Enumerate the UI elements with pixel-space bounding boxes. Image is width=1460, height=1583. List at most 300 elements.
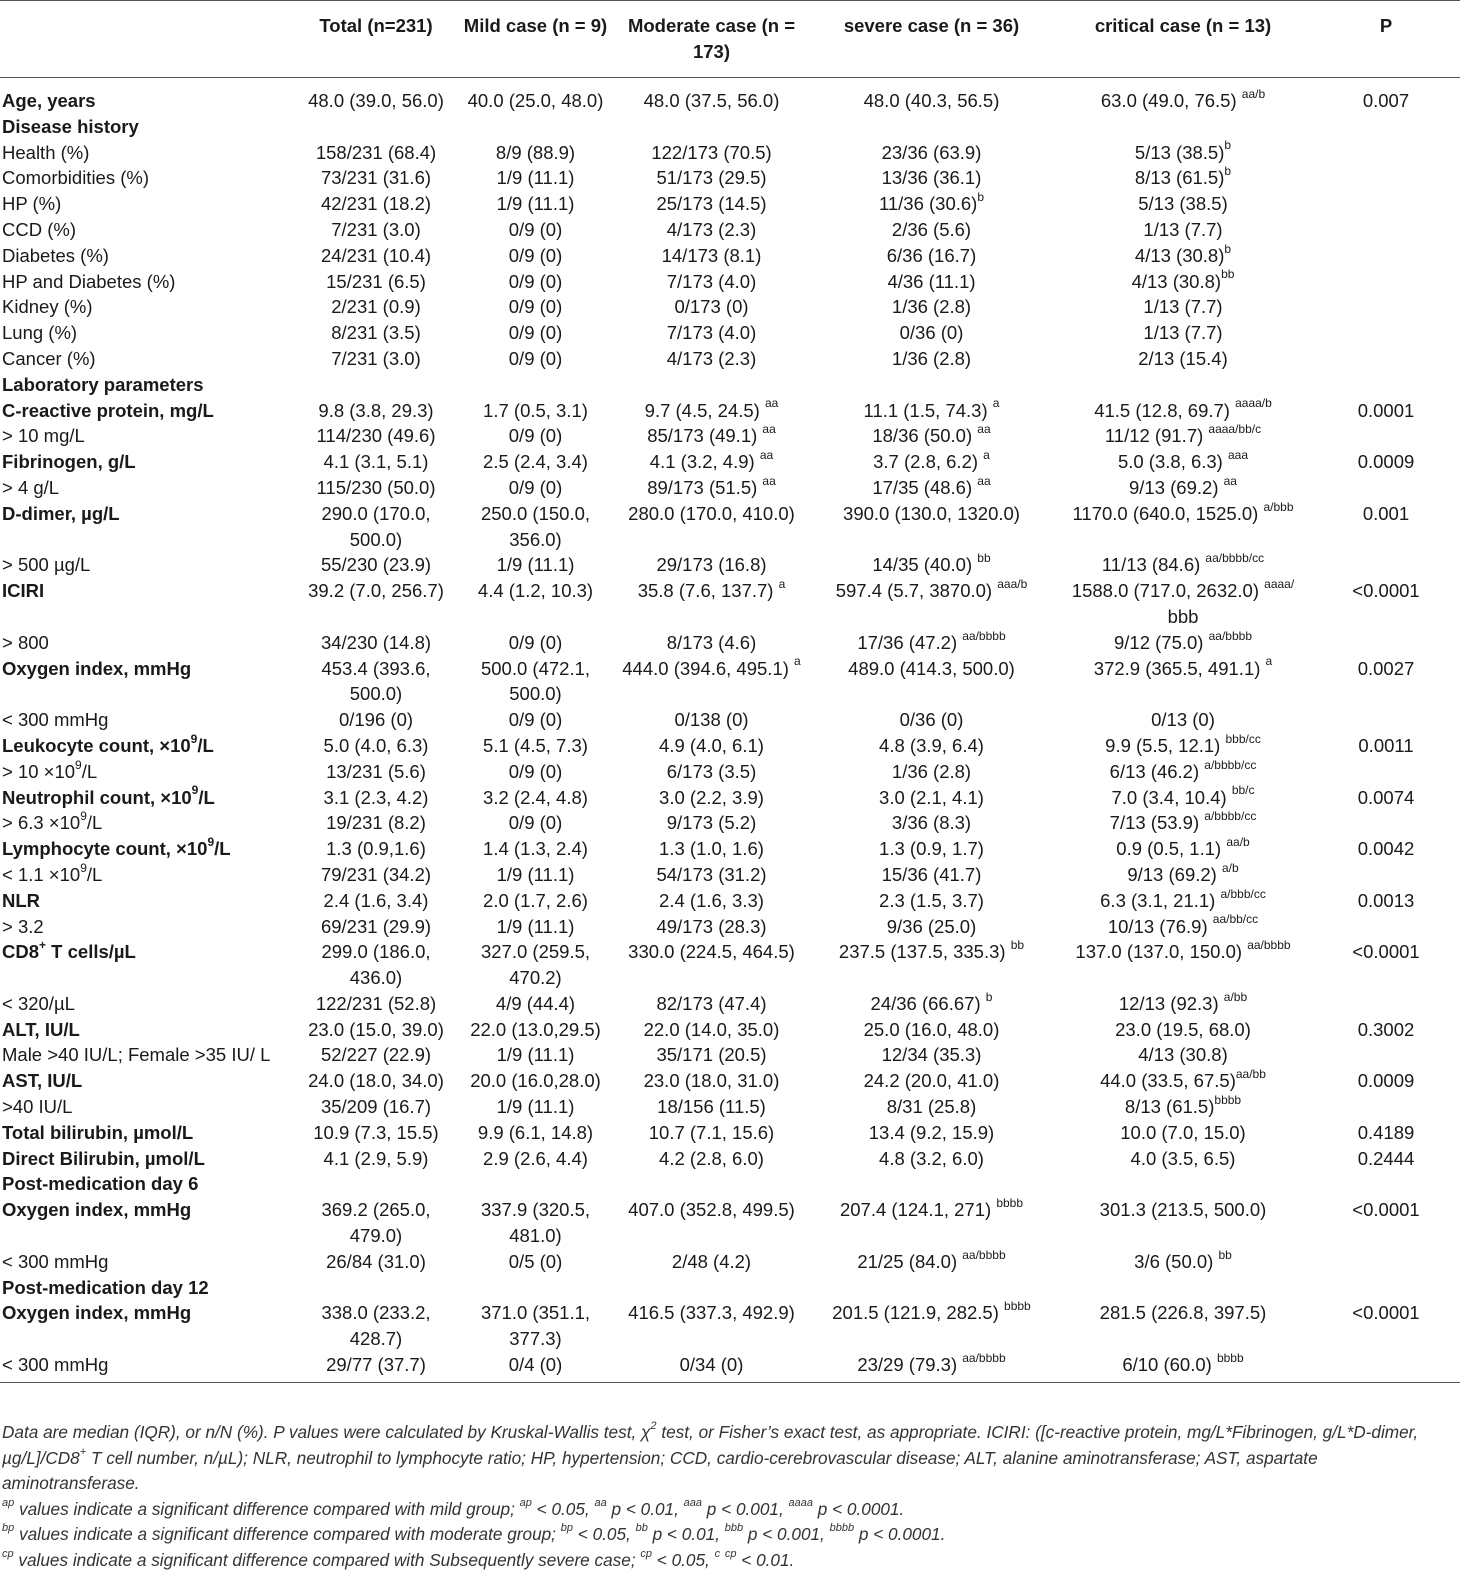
cell-p (1312, 862, 1460, 888)
cell-severe: 4.8 (3.2, 6.0) (879, 1147, 984, 1169)
cell-total (295, 372, 457, 398)
cell-p (1312, 269, 1460, 295)
cell-p (1312, 423, 1460, 449)
row-label: < 320/µL (2, 992, 75, 1014)
cell-severe: 12/34 (35.3) (881, 1044, 982, 1066)
cell-p: 0.0074 (1357, 786, 1415, 808)
cell-total: 7/231 (3.0) (331, 218, 421, 240)
table-row (0, 733, 1460, 759)
row-label: Cancer (%) (2, 347, 96, 369)
cell-critical: 137.0 (137.0, 150.0) $^{aa/bbbb}$ (1075, 938, 1291, 963)
cell-mild: 1/9 (11.1) (496, 1044, 575, 1066)
cell-mild: 0/9 (0) (508, 347, 563, 369)
header-critical: critical case (n = 13) (1054, 1, 1312, 78)
cell-critical: 23.0 (19.5, 68.0) (1115, 1018, 1251, 1040)
cell-moderate: 4.9 (4.0, 6.1) (659, 734, 764, 756)
row-label: < $1.1 \times 10^9/L$ (2, 860, 103, 885)
cell-moderate: 0/138 (0) (674, 709, 749, 731)
table-row (0, 785, 1460, 811)
cell-critical: 6.3 (3.1, 21.1) $^{a/bbb/cc}$ (1100, 886, 1266, 911)
table-row (0, 346, 1460, 372)
cell-severe: 23/29 (79.3) $^{aa/bbbb}$ (809, 1352, 1054, 1382)
cell-moderate: 29/173 (16.8) (656, 554, 767, 576)
row-label: Diabetes (%) (2, 244, 109, 266)
cell-total: 4.1 (3.1, 5.1) (323, 451, 429, 473)
cell-mild: 0/9 (0) (508, 425, 563, 447)
cell-p: 0.2444 (1357, 1147, 1415, 1169)
header-row (0, 1, 1460, 78)
table-row (0, 914, 1460, 940)
table-row (0, 1120, 1460, 1146)
cell-moderate: 9.7 (4.5, 24.5) $^{aa}$ (644, 396, 779, 421)
row-label: Lymphocyte count, $\times 10^9/L$ (2, 834, 231, 860)
cell-moderate: 1.3 (1.0, 1.6) (659, 838, 764, 860)
cell-critical: 5.0 (3.8, 6.3) $^{aaa}$ (1117, 448, 1249, 473)
cell-mild (457, 1171, 614, 1197)
cell-moderate: 6/173 (3.5) (666, 760, 757, 782)
cell-critical: 41.5 (12.8, 69.7) $^{aaaa/b}$ (1094, 396, 1272, 421)
cell-critical (1054, 1171, 1312, 1197)
row-label: ALT, IU/L (2, 1018, 80, 1040)
row-label: Total bilirubin, µmol/L (2, 1121, 194, 1143)
cell-moderate: 2/48 (4.2) (671, 1250, 752, 1272)
cell-p (1312, 1042, 1460, 1068)
table-row (0, 501, 1460, 553)
cell-moderate: 4/173 (2.3) (666, 347, 757, 369)
cell-total: 114/230 (49.6) (316, 425, 436, 447)
cell-p (1312, 243, 1460, 269)
cell-p: 0.3002 (1357, 1018, 1415, 1040)
cell-p: 0.0027 (1357, 657, 1415, 679)
cell-moderate: 4/173 (2.3) (666, 218, 757, 240)
table-row (0, 78, 1460, 114)
cell-mild (457, 1275, 614, 1301)
row-label: < 300 mmHg (2, 1250, 109, 1272)
cell-total: 9.8 (3.8, 29.3) (318, 399, 434, 421)
cell-total: 52/227 (22.9) (320, 1044, 432, 1066)
cell-mild: 337.9 (320.5, 481.0) (480, 1199, 591, 1247)
cell-mild: 0/9 (0) (508, 270, 563, 292)
cell-severe: 48.0 (40.3, 56.5) (863, 90, 1000, 111)
cell-mild: 0/9 (0) (508, 631, 563, 653)
cell-total: 0/196 (0) (338, 709, 414, 731)
cell-mild: 4.4 (1.2, 10.3) (477, 580, 594, 602)
section-row (0, 1275, 1460, 1301)
table-row (0, 578, 1460, 630)
cell-moderate: 7/173 (4.0) (666, 322, 757, 344)
cell-p: <0.0001 (1352, 1302, 1420, 1324)
cell-critical: 372.9 (365.5, 491.1) $^a$ (1093, 654, 1273, 679)
cell-severe: 24/36 (66.67) $^b$ (870, 989, 993, 1014)
cell-mild: 2.5 (2.4, 3.4) (483, 451, 588, 473)
cell-critical: 10.0 (7.0, 15.0) (1120, 1121, 1246, 1143)
row-label: < 300 mmHg (2, 709, 109, 731)
header-p: P (1312, 1, 1460, 78)
cell-mild: 22.0 (13.0,29.5) (470, 1018, 601, 1040)
row-label: NLR (2, 889, 41, 911)
row-label: Laboratory parameters (2, 373, 204, 395)
cell-critical: 1170.0 (640.0, 1525.0) $^{a/bbb}$ (1072, 499, 1294, 524)
cell-total: 2.4 (1.6, 3.4) (323, 889, 429, 911)
cell-mild: 327.0 (259.5, 470.2) (480, 941, 591, 989)
cell-moderate: 82/173 (47.4) (656, 992, 767, 1014)
cell-moderate: 89/173 (51.5) $^{aa}$ (647, 473, 776, 498)
cell-moderate: 51/173 (29.5) (656, 167, 767, 189)
cell-critical: 9/12 (75.0) $^{aa/bbbb}$ (1113, 628, 1252, 653)
table-row (0, 1042, 1460, 1068)
row-label: Fibrinogen, g/L (2, 451, 136, 473)
cell-mild: 0/9 (0) (508, 218, 563, 240)
cell-moderate: 4.2 (2.8, 6.0) (659, 1147, 764, 1169)
cell-mild (457, 372, 614, 398)
table-row (0, 888, 1460, 914)
cell-moderate: 49/173 (28.3) (656, 915, 767, 937)
cell-severe: 17/36 (47.2) $^{aa/bbbb}$ (857, 628, 1006, 653)
table-row (0, 1352, 1460, 1382)
cell-mild: 3.2 (2.4, 4.8) (483, 786, 588, 808)
cell-moderate: 0/173 (0) (674, 296, 749, 318)
row-label: HP (%) (2, 193, 62, 215)
cell-critical: 12/13 (92.3) $^{a/bb}$ (1118, 989, 1248, 1014)
cell-moderate (614, 372, 809, 398)
cell-p (1312, 810, 1460, 836)
cell-critical: 1588.0 (717.0, 2632.0) $^{aaaa/}$ bbb (1071, 576, 1295, 627)
cell-total: 26/84 (31.0) (326, 1250, 426, 1272)
row-label: CCD (%) (2, 218, 76, 240)
cell-critical: 1/13 (7.7) (1143, 296, 1223, 318)
cell-severe: 201.5 (121.9, 282.5) $^{bbbb}$ (832, 1299, 1031, 1324)
cell-p: 0.0001 (1357, 399, 1415, 421)
row-label: Neutrophil count, $\times 10^9/L$ (2, 783, 215, 808)
cell-total: 158/231 (68.4) (315, 141, 437, 163)
row-label: Comorbidities (%) (2, 167, 150, 189)
cell-critical: 0.9 (0.5, 1.1) $^{aa/b}$ (1116, 834, 1250, 860)
section-row (0, 372, 1460, 398)
table-row (0, 630, 1460, 656)
table-row (0, 810, 1460, 836)
cell-moderate: 9/173 (5.2) (666, 812, 757, 834)
footnote-b: $^{bp}$ values indicate a significant difference compared with moderate group; $^{bp}$ < 0.05, $^{bb}$ p < 0.01, $^{bbb}$ p < 0.001, $^{bbbb}$ p < 0.0001. (2, 1522, 946, 1544)
cell-severe: 0/36 (0) (899, 709, 964, 731)
table-notes (2, 1420, 1458, 1573)
cell-moderate: 0/34 (0) (614, 1352, 809, 1382)
cell-total: 48.0 (39.0, 56.0) (308, 90, 444, 111)
header-mild: Mild case (n = 9) (457, 1, 614, 78)
table-row (0, 862, 1460, 888)
table-row (0, 939, 1460, 991)
cell-severe: 1/36 (2.8) (891, 347, 972, 369)
cell-critical: 6/10 (60.0) $^{bbbb}$ (1054, 1352, 1312, 1382)
cell-mild: 20.0 (16.0,28.0) (470, 1070, 601, 1092)
cell-p (1312, 759, 1460, 785)
table-row (0, 1068, 1460, 1094)
cell-moderate: 122/173 (70.5) (651, 141, 772, 163)
row-label: Leukocyte count, $\times 10^9/L$ (2, 731, 214, 756)
cell-total: 35/209 (16.7) (320, 1096, 432, 1118)
row-label: Disease history (2, 115, 139, 137)
cell-total: 24/231 (10.4) (320, 244, 432, 266)
cell-critical: 11/12 (91.7) $^{aaaa/bb/c}$ (1104, 422, 1262, 447)
cell-total: 369.2 (265.0, 479.0) (321, 1199, 431, 1247)
row-label: > 10 mg/L (2, 425, 85, 447)
cell-severe: 0/36 (0) (899, 322, 964, 344)
cell-moderate: 2.4 (1.6, 3.3) (659, 889, 764, 911)
cell-mild: 0/5 (0) (508, 1250, 563, 1272)
cell-total: 73/231 (31.6) (320, 167, 432, 189)
cell-p (1312, 372, 1460, 398)
row-label: < 300 mmHg (0, 1352, 295, 1382)
cell-mild: 1/9 (11.1) (496, 554, 575, 576)
cell-total: 4.1 (2.9, 5.9) (323, 1147, 429, 1169)
cell-total: 55/230 (23.9) (320, 554, 432, 576)
cell-moderate: 22.0 (14.0, 35.0) (643, 1018, 780, 1040)
cell-moderate: 54/173 (31.2) (656, 863, 767, 885)
cell-total: 29/77 (37.7) (295, 1352, 457, 1382)
row-label: Kidney (%) (2, 296, 93, 318)
cell-total: 23.0 (15.0, 39.0) (308, 1018, 444, 1040)
cell-mild: 0/9 (0) (508, 296, 563, 318)
table-row (0, 320, 1460, 346)
cell-p (1312, 140, 1460, 166)
cell-total: 15/231 (6.5) (326, 270, 426, 292)
row-label: Post-medication day 6 (2, 1173, 199, 1195)
cell-severe (809, 1275, 1054, 1301)
cell-total (295, 114, 457, 140)
cell-severe: 13/36 (36.1) (881, 167, 982, 189)
cell-severe: 24.2 (20.0, 41.0) (863, 1070, 1000, 1092)
section-row (0, 1171, 1460, 1197)
cell-p (1312, 707, 1460, 733)
cell-p (1312, 294, 1460, 320)
cell-total: 1.3 (0.9,1.6) (326, 838, 426, 860)
cell-p (1312, 346, 1460, 372)
table-row (0, 423, 1460, 449)
cell-mild: 1.4 (1.3, 2.4) (483, 838, 588, 860)
cell-severe: 15/36 (41.7) (881, 863, 982, 885)
cell-moderate (614, 1171, 809, 1197)
cell-severe: 14/35 (40.0) $^{bb}$ (872, 551, 991, 576)
cell-severe: 9/36 (25.0) (886, 915, 977, 937)
row-label: Oxygen index, mmHg (2, 1302, 192, 1324)
cell-severe: 11.1 (1.5, 74.3) $^a$ (863, 396, 1000, 421)
cell-p (1312, 552, 1460, 578)
cell-critical: 8/13 $(61.5)^b$ (1134, 164, 1232, 189)
table-row (0, 449, 1460, 475)
cell-severe: 237.5 (137.5, 335.3) $^{bb}$ (838, 938, 1025, 963)
cell-critical: 11/13 (84.6) $^{aa/bbbb/cc}$ (1101, 551, 1265, 576)
table-row (0, 707, 1460, 733)
row-label: > 500 µg/L (2, 554, 91, 576)
cell-mild: 8/9 (88.9) (495, 141, 576, 163)
table-row (0, 1249, 1460, 1275)
cell-severe: 25.0 (16.0, 48.0) (863, 1018, 1000, 1040)
cell-critical: 10/13 (76.9) $^{aa/bb/cc}$ (1107, 912, 1259, 937)
cell-moderate: 7/173 (4.0) (666, 270, 757, 292)
cell-moderate: 18/156 (11.5) (657, 1096, 766, 1118)
table-row (0, 1197, 1460, 1249)
cell-moderate: 407.0 (352.8, 499.5) (628, 1199, 795, 1221)
cell-mild: 250.0 (150.0, 356.0) (480, 502, 591, 550)
cell-p (1312, 1171, 1460, 1197)
cell-total: 19/231 (8.2) (326, 812, 426, 834)
cell-moderate: 35/171 (20.5) (656, 1044, 767, 1066)
cell-p (1312, 320, 1460, 346)
table-row (0, 1146, 1460, 1172)
cell-severe: 489.0 (414.3, 500.0) (848, 657, 1015, 679)
cell-total: 5.0 (4.0, 6.3) (323, 734, 429, 756)
cell-mild: 500.0 (472.1, 500.0) (480, 657, 591, 705)
cell-critical (1054, 114, 1312, 140)
cell-total: 115/230 (50.0) (316, 476, 436, 498)
cell-moderate: 25/173 (14.5) (656, 193, 767, 215)
cell-critical: 3/6 (50.0) $^{bb}$ (1134, 1247, 1232, 1272)
cell-critical: 44.0 (33.5, 67.5)$^{aa/bb}$ (1100, 1067, 1266, 1092)
table-row (0, 1017, 1460, 1043)
table-row (0, 991, 1460, 1017)
row-label: AST, IU/L (2, 1070, 83, 1092)
row-label: CD8+ T cells/µL (2, 938, 136, 963)
footnote-c: $^{cp}$ values indicate a significant difference compared with Subsequently severe case; $^{cp}$ < 0.05, $^c$ $^{cp}$ < 0.01. (2, 1547, 795, 1570)
cell-critical: 4/13 $(30.8)^{bb}$ (1131, 267, 1235, 292)
cell-critical: 7/13 (53.9) $^{a/bbbb/cc}$ (1109, 809, 1257, 834)
cell-severe: 207.4 (124.1, 271) $^{bbbb}$ (839, 1196, 1024, 1221)
cell-severe: 3/36 (8.3) (891, 812, 972, 834)
cell-severe: 8/31 (25.8) (886, 1096, 977, 1118)
cell-mild: 1/9 (11.1) (496, 167, 575, 189)
row-label: > 4 g/L (2, 476, 60, 498)
cell-p (1312, 475, 1460, 501)
row-label: Male >40 IU/L; Female >35 IU/ L (2, 1044, 271, 1066)
cell-p: 0.001 (1362, 502, 1410, 524)
table-row (0, 191, 1460, 217)
cell-total: 3.1 (2.3, 4.2) (323, 786, 429, 808)
cell-p: 0.007 (1362, 90, 1410, 111)
cell-mild: 0/4 (0) (457, 1352, 614, 1382)
cell-moderate: 8/173 (4.6) (666, 631, 757, 653)
cell-critical: 1/13 (7.7) (1143, 218, 1223, 240)
row-label: > 3.2 (2, 915, 44, 937)
cell-mild: 2.0 (1.7, 2.6) (483, 889, 588, 911)
cell-moderate: 23.0 (18.0, 31.0) (643, 1070, 780, 1092)
row-label: Oxygen index, mmHg (2, 657, 192, 679)
header-severe: severe case (n = 36) (809, 1, 1054, 78)
table-row (0, 552, 1460, 578)
cell-severe: 23/36 (63.9) (881, 141, 982, 163)
cell-total: 299.0 (186.0, 436.0) (321, 941, 431, 989)
cell-severe (809, 372, 1054, 398)
cell-moderate: 48.0 (37.5, 56.0) (643, 90, 780, 111)
row-label: > $6.3 \times 10^9/L$ (2, 809, 103, 834)
cell-total: 10.9 (7.3, 15.5) (313, 1121, 439, 1143)
table-row (0, 165, 1460, 191)
cell-mild: 0/9 (0) (508, 244, 563, 266)
cell-mild: 1/9 (11.1) (496, 863, 575, 885)
cell-total: 39.2 (7.0, 256.7) (308, 580, 444, 602)
cell-severe: 17/35 (48.6) $^{aa}$ (872, 473, 991, 498)
cell-severe: 2/36 (5.6) (891, 218, 972, 240)
cell-critical: 281.5 (226.8, 397.5) (1099, 1302, 1267, 1324)
cell-critical: 4/13 $(30.8)^b$ (1134, 241, 1232, 266)
row-label: C-reactive protein, mg/L (2, 399, 214, 421)
cell-p (1312, 165, 1460, 191)
cell-severe: 390.0 (130.0, 1320.0) (843, 502, 1020, 524)
cell-total: 290.0 (170.0, 500.0) (321, 502, 431, 550)
row-label: >40 IU/L (2, 1096, 73, 1118)
cell-p: <0.0001 (1352, 580, 1420, 602)
row-label: Oxygen index, mmHg (2, 1199, 192, 1221)
cell-mild: 0/9 (0) (508, 476, 563, 498)
cell-critical: 301.3 (213.5, 500.0) (1099, 1199, 1267, 1221)
cell-critical: 8/13 $(61.5)^{bbbb}$ (1124, 1092, 1242, 1118)
notes-main: Data are median (IQR), or n/N (%). P values were calculated by Kruskal-Wallis test, $\chi^2$ test, or Fisher’s exact test, as appropriate. ICIRI: ([c-reactive protein, mg/L*Fibrinogen, g/L*D-dimer, µg/L]/CD8+ T cell number, n/µL); NLR, neutrophil to lymphocyte ratio; HP, hypertension; CCD, cardio-cerebrovascular disease; ALT, alanine aminotransferase; AST, aspartate aminotransferase. (2, 1420, 1419, 1493)
cell-total: 34/230 (14.8) (320, 631, 432, 653)
table-row (0, 475, 1460, 501)
cell-p (1312, 191, 1460, 217)
cell-mild: 371.0 (351.1, 377.3) (480, 1302, 591, 1350)
cell-severe: 4.8 (3.9, 6.4) (879, 734, 984, 756)
cell-mild: 1.7 (0.5, 3.1) (483, 399, 588, 421)
cell-critical (1054, 372, 1312, 398)
cell-p (1312, 1094, 1460, 1120)
cell-severe: 2.3 (1.5, 3.7) (879, 889, 984, 911)
cell-p: 0.0013 (1357, 889, 1415, 911)
row-label: Lung (%) (2, 322, 78, 344)
cell-severe: 597.4 (5.7, 3870.0) $^{aaa/b}$ (835, 576, 1028, 602)
cell-severe (809, 1171, 1054, 1197)
row-label: Health (%) (2, 141, 90, 163)
cell-total: 79/231 (34.2) (320, 863, 432, 885)
cell-p (1312, 914, 1460, 940)
cell-severe: 18/36 (50.0) $^{aa}$ (872, 422, 991, 447)
header-label-col (0, 1, 295, 78)
cell-moderate: 85/173 (49.1) $^{aa}$ (647, 422, 776, 447)
cell-p: <0.0001 (1352, 1199, 1420, 1221)
row-label: > $10 \times 10^9/L$ (2, 757, 98, 782)
row-label: Age, years (2, 90, 96, 111)
cell-severe: 21/25 (84.0) $^{aa/bbbb}$ (857, 1247, 1006, 1272)
cell-mild: 9.9 (6.1, 14.8) (477, 1121, 594, 1143)
table-row (0, 656, 1460, 708)
table-row (0, 836, 1460, 862)
row-label: Post-medication day 12 (2, 1276, 209, 1298)
table-row (0, 243, 1460, 269)
cell-severe (809, 114, 1054, 140)
cell-critical: 0/13 (0) (1151, 709, 1215, 731)
cell-total: 42/231 (18.2) (320, 193, 432, 215)
section-row (0, 114, 1460, 140)
table-row (0, 1300, 1460, 1352)
header-moderate: Moderate case (n = 173) (614, 1, 809, 78)
row-label: ICIRI (2, 580, 45, 602)
cell-critical (1054, 1275, 1312, 1301)
cell-mild: 0/9 (0) (508, 322, 563, 344)
cell-total: 13/231 (5.6) (326, 760, 426, 782)
cell-severe: 4/36 (11.1) (887, 270, 976, 292)
cell-critical: 9/13 (69.2) $^{a/b}$ (1127, 860, 1239, 885)
cell-total (295, 1275, 457, 1301)
cell-p (1312, 1249, 1460, 1275)
cell-p: 0.0011 (1358, 734, 1414, 756)
cell-moderate: 330.0 (224.5, 464.5) (628, 941, 795, 963)
cell-p (1312, 114, 1460, 140)
cell-mild: 0/9 (0) (508, 709, 563, 731)
footnote-a: $^{ap}$ values indicate a significant difference compared with mild group; $^{ap}$ < 0.05, $^{aa}$ p < 0.01, $^{aaa}$ p < 0.001, $^{aaaa}$ p < 0.0001. (2, 1496, 905, 1519)
row-label: HP and Diabetes (%) (2, 270, 176, 292)
cell-critical: 9/13 (69.2) $^{aa}$ (1129, 473, 1237, 498)
cell-critical: 6/13 (46.2) $^{a/bbbb/cc}$ (1109, 757, 1257, 782)
cell-mild: 0/9 (0) (508, 812, 563, 834)
cell-severe: 3.7 (2.8, 6.2) $^a$ (873, 448, 990, 473)
